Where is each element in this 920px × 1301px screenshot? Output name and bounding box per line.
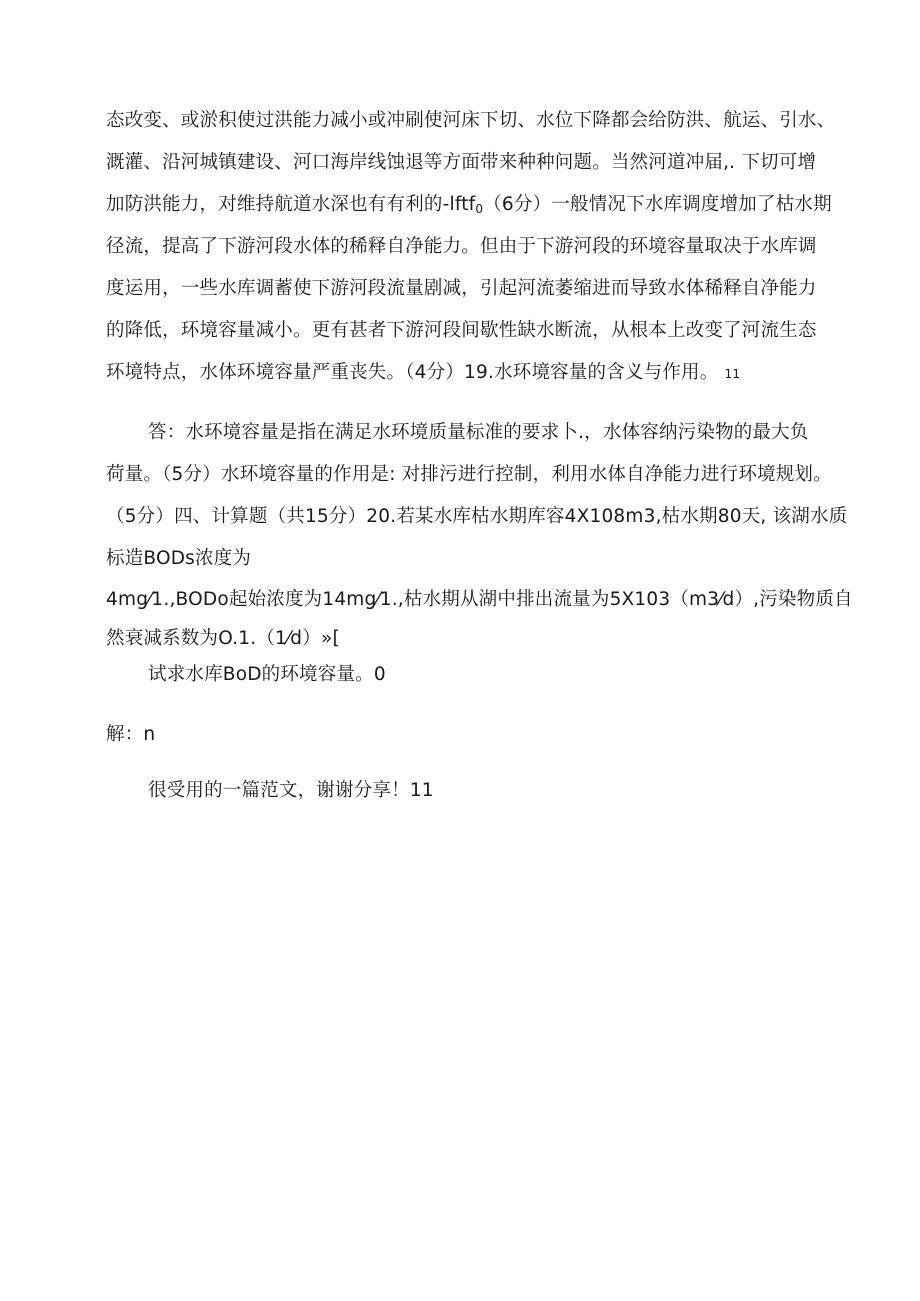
text-line: 然衰减系数为O.1.（1⁄d）»[ xyxy=(106,628,340,649)
text-segment: 环境特点，水体环境容量严重丧失。（4分）19.水环境容量的含义与作用。 xyxy=(106,362,719,383)
text-segment: （6分）一般情况下水库调度增加了枯水期 xyxy=(483,194,832,215)
text-line: 标造BODs浓度为 xyxy=(106,548,252,569)
text-line: 态改变、或淤积使过洪能力减小或冲刷使河床下切、水位下降都会给防洪、航运、引水、 xyxy=(106,110,836,131)
text-line: 4mg⁄1.,BODo起始浓度为14mg⁄1.,枯水期从湖中排出流量为5X103（m3⁄d）,污染物质自 xyxy=(106,589,853,610)
text-line: 径流，提高了下游河段水体的稀释自净能力。但由于下游河段的环境容量取决于水库调 xyxy=(106,236,817,257)
answer-label: 解：n xyxy=(106,724,156,745)
text-line xyxy=(106,361,836,386)
text-line: 的降低，环境容量减小。更有甚者下游河段间歇性缺水断流，从根本上改变了河流生态 xyxy=(106,320,817,341)
text-segment: 加防洪能力，对维持航道水深也有有利的-lftf xyxy=(106,194,476,215)
text-line xyxy=(106,193,836,221)
text-line: 溉灌、沿河城镇建设、河口海岸线蚀退等方面带来种种问题。当然河道冲届,. 下切可增 xyxy=(106,152,817,173)
subscript: 0 xyxy=(475,202,484,216)
closing-line xyxy=(148,779,878,803)
text-segment: 很受用的一篇范文，谢谢分享！ xyxy=(148,780,410,801)
question-line: 试求水库BoD的环境容量。0 xyxy=(148,664,386,685)
text-line: （5分）四、计算题（共15分）20.若某水库枯水期库容4X108m3,枯水期80天, 该湖水质 xyxy=(106,506,848,527)
page-marker: 11 xyxy=(409,780,434,801)
text-line: 答：水环境容量是指在满足水环境质量标准的要求卜.，水体容纳污染物的最大负 xyxy=(148,422,809,443)
text-line: 荷量。（5分）水环境容量的作用是: 对排污进行控制，利用水体自净能力进行环境规划。 xyxy=(106,464,832,485)
page-marker: 11 xyxy=(724,367,741,381)
text-line: 度运用，一些水库调蓄使下游河段流量剧减，引起河流萎缩进而导致水体稀释自净能力 xyxy=(106,278,817,299)
